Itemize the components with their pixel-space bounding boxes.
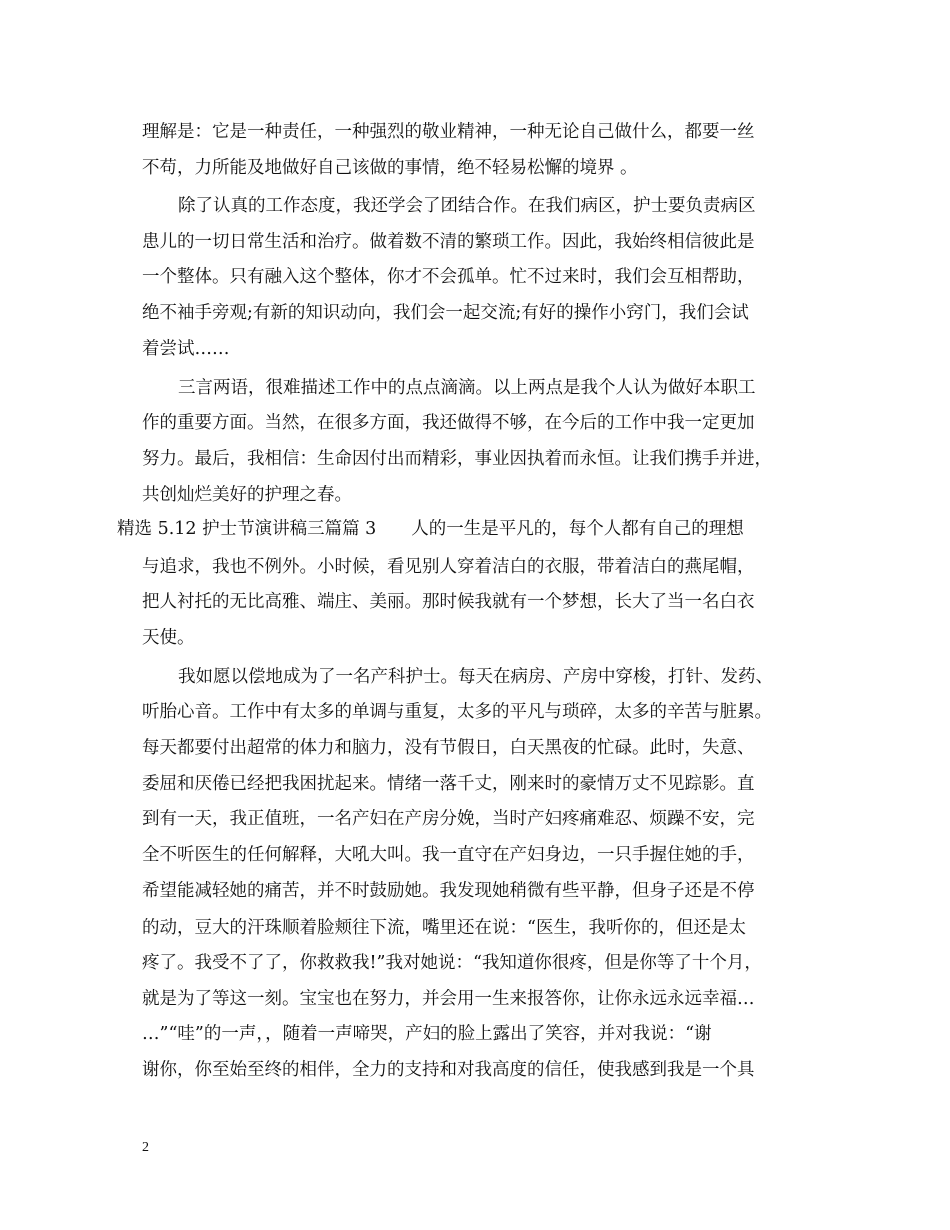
text-line: 天使。 xyxy=(142,628,195,648)
text-line: 全不听医生的任何解释，大吼大叫。我一直守在产妇身边，一只手握住她的手， xyxy=(142,845,755,865)
text-line: 除了认真的工作态度，我还学会了团结合作。在我们病区，护士要负责病区 xyxy=(178,196,756,216)
text-line: 不苟，力所能及地做好自己该做的事情，绝不轻易松懈的境界 。 xyxy=(142,158,638,178)
text-line: 我如愿以偿地成为了一名产科护士。每天在病房、产房中穿梭，打针、发药、 xyxy=(178,667,773,687)
text-line: 理解是：它是一种责任，一种强烈的敬业精神，一种无论自己做什么，都要一丝 xyxy=(142,122,755,142)
text-line: 共创灿烂美好的护理之春。 xyxy=(142,485,352,505)
text-line: 听胎心音。工作中有太多的单调与重复，太多的平凡与琐碎，太多的辛苦与脏累。 xyxy=(142,702,772,722)
text-line: 到有一天，我正值班，一名产妇在产房分娩，当时产妇疼痛难忍、烦躁不安，完 xyxy=(142,809,755,829)
text-line: 谢你，你至始至终的相伴，全力的支持和对我高度的信任，使我感到我是一个具 xyxy=(142,1060,755,1080)
text-line: 每天都要付出超常的体力和脑力，没有节假日，白天黑夜的忙碌。此时，失意、 xyxy=(142,738,755,758)
text-line: 的动，豆大的汗珠顺着脸颊往下流，嘴里还在说：“医生，我听你的，但还是太 xyxy=(142,918,746,938)
text-line: 三言两语，很难描述工作中的点点滴滴。以上两点是我个人认为做好本职工 xyxy=(178,378,756,398)
text-line: 精选 5.12 护士节演讲稿三篇篇 3 人的一生是平凡的，每个人都有自己的理想 xyxy=(117,519,744,539)
text-line: 患儿的一切日常生活和治疗。做着数不清的繁琐工作。因此，我始终相信彼此是 xyxy=(142,232,755,252)
text-line: 绝不袖手旁观;有新的知识动向，我们会一起交流;有好的操作小窍门，我们会试 xyxy=(142,303,749,323)
text-line: …”“哇”的一声，，随着一声啼哭，产妇的脸上露出了笑容，并对我说：“谢 xyxy=(142,1024,712,1044)
text-line: 努力。最后，我相信：生命因付出而精彩，事业因执着而永恒。让我们携手并进， xyxy=(142,449,772,469)
text-line: 作的重要方面。当然，在很多方面，我还做得不够，在今后的工作中我一定更加 xyxy=(142,413,755,433)
text-line: 着尝试…… xyxy=(142,339,230,359)
text-line: 委屈和厌倦已经把我困扰起来。情绪一落千丈，刚来时的豪情万丈不见踪影。直 xyxy=(142,774,755,794)
text-line: 疼了。我受不了了，你救救我!”我对她说：“我知道你很疼，但是你等了十个月， xyxy=(142,953,762,973)
page-number: 2 xyxy=(142,1140,149,1155)
text-line: 与追求，我也不例外。小时候，看见别人穿着洁白的衣服，带着洁白的燕尾帽， xyxy=(142,557,755,577)
text-line: 一个整体。只有融入这个整体，你才不会孤单。忙不过来时，我们会互相帮助， xyxy=(142,267,755,287)
text-line: 把人衬托的无比高雅、端庄、美丽。那时候我就有一个梦想，长大了当一名白衣 xyxy=(142,592,755,612)
text-line: 希望能减轻她的痛苦，并不时鼓励她。我发现她稍微有些平静，但身子还是不停 xyxy=(142,881,755,901)
text-line: 就是为了等这一刻。宝宝也在努力，并会用一生来报答你，让你永远永远幸福… xyxy=(142,989,755,1009)
